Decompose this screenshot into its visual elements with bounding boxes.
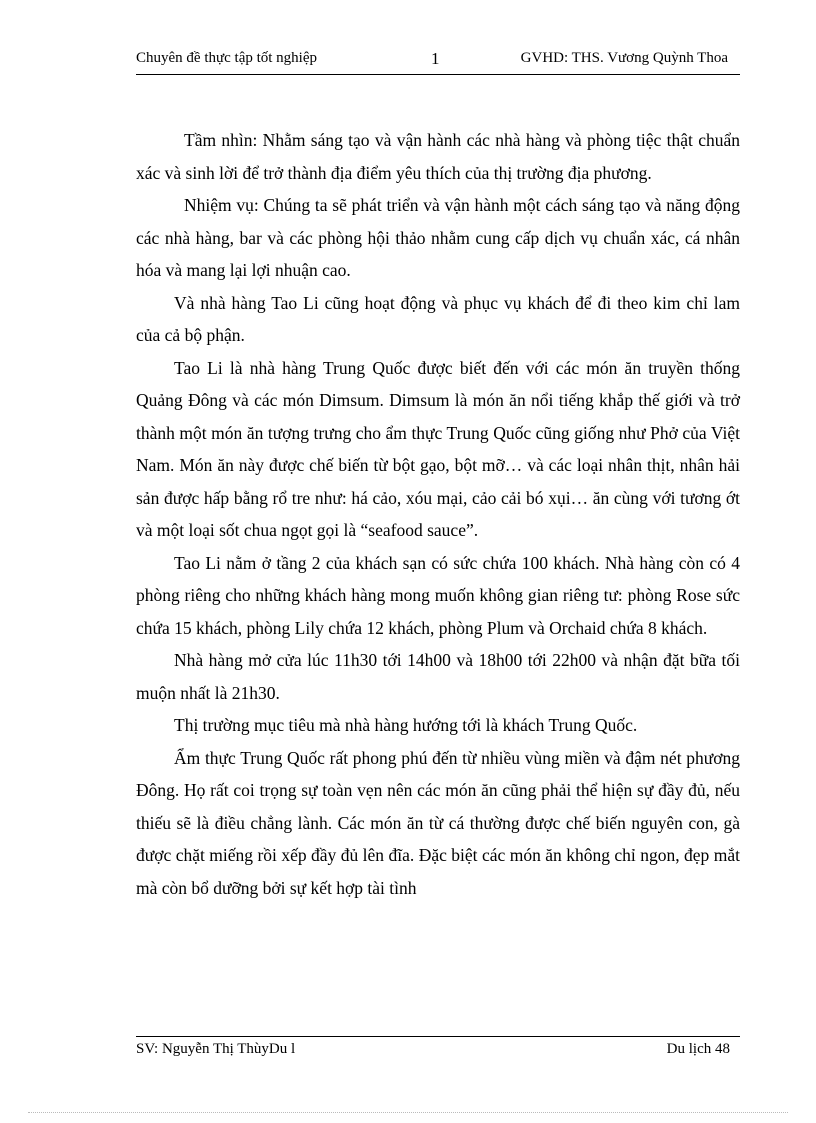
page-number: 1 — [431, 49, 440, 68]
header-advisor: GVHD: THS. Vương Quỳnh Thoa — [520, 50, 728, 66]
header-title: Chuyên đề thực tập tốt nghiệp — [136, 50, 318, 66]
page-bottom-border — [28, 1112, 788, 1113]
paragraph-cuisine: Ẩm thực Trung Quốc rất phong phú đến từ nhiều vùng miền và đậm nét phương Đông. Họ rất coi trọng sự toàn vẹn nên các món ăn cũng phải thể hiện sự đầy đủ, nếu thiếu sẽ là điều chẳng lành. Các món ăn từ cá thường được chế biến nguyên con, gà được chặt miếng rồi xếp đầy đủ lên đĩa. Đặc biệt các món ăn không chỉ ngon, đẹp mắt mà còn bổ dưỡng bởi sự kết hợp tài tình — [136, 747, 740, 898]
footer-student: SV: Nguyễn Thị ThùyDu l — [136, 1041, 296, 1057]
page-footer — [136, 1036, 740, 1064]
paragraph-target-market: Thị trường mục tiêu mà nhà hàng hướng tới là khách Trung Quốc. — [174, 715, 638, 735]
paragraph-opening-hours: Nhà hàng mở cửa lúc 11h30 tới 14h00 và 18h00 tới 22h00 và nhận đặt bữa tối muộn nhất là 21h30. — [136, 650, 740, 703]
paragraph-taoli-operation: Và nhà hàng Tao Li cũng hoạt động và phục vụ khách để đi theo kim chỉ lam của cả bộ phận. — [136, 292, 740, 345]
document-body — [136, 124, 740, 904]
page-header — [136, 46, 740, 75]
paragraph-mission: Nhiệm vụ: Chúng ta sẽ phát triển và vận hành một cách sáng tạo và năng động các nhà hàng, bar và các phòng hội thảo nhằm cung cấp dịch vụ chuẩn xác, cá nhân hóa và mang lại lợi nhuận cao. — [136, 195, 740, 280]
paragraph-vision: Tầm nhìn: Nhằm sáng tạo và vận hành các nhà hàng và phòng tiệc thật chuẩn xác và sinh lời để trở thành địa điểm yêu thích của thị trường địa phương. — [136, 130, 740, 183]
paragraph-taoli-intro: Tao Li là nhà hàng Trung Quốc được biết đến với các món ăn truyền thống Quảng Đông và các món Dimsum. Dimsum là món ăn nổi tiếng khắp thế giới và trở thành một món ăn tượng trưng cho ẩm thực Trung Quốc cũng giống như Phở của Việt Nam. Món ăn này được chế biến từ bột gạo, bột mỡ… và các loại nhân thịt, nhân hải sản được hấp bằng rổ tre như: há cảo, xóu mại, cảo cải bó xụi… ăn cùng với tương ớt và một loại sốt chua ngọt gọi là “seafood sauce”. — [136, 357, 740, 540]
footer-class: Du lịch 48 — [666, 1041, 730, 1057]
paragraph-capacity: Tao Li nằm ở tầng 2 của khách sạn có sức chứa 100 khách. Nhà hàng còn có 4 phòng riêng cho những khách hàng mong muốn không gian riêng tư: phòng Rose sức chứa 15 khách, phòng Lily chứa 12 khách, phòng Plum và Orchaid chứa 8 khách. — [136, 552, 740, 638]
